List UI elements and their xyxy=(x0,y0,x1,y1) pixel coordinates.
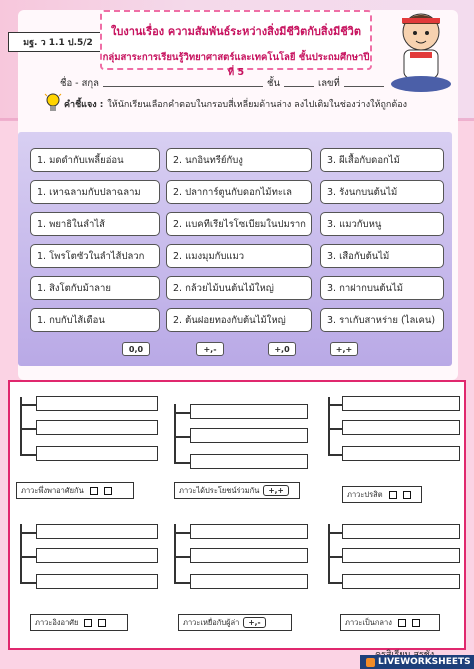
answer-slot[interactable] xyxy=(342,524,460,539)
answer-slot[interactable] xyxy=(190,404,308,419)
relation-label: ภาวะพึ่งพาอาศัยกัน xyxy=(16,482,134,499)
choice-item[interactable]: 1. พยาธิในลำไส้ xyxy=(30,212,160,236)
choice-item[interactable]: 3. ราเกับสาหร่าย (ไลเคน) xyxy=(320,308,444,332)
answer-slot[interactable] xyxy=(36,420,158,435)
answer-slot[interactable] xyxy=(190,548,308,563)
instruction-row xyxy=(52,97,462,111)
answer-key[interactable]: +,- xyxy=(196,342,224,356)
answer-square[interactable] xyxy=(104,487,112,495)
instruction-text: ให้นักเรียนเลือกคำตอบในกรอบสี่เหลี่ยมด้านล่าง ลงไปเติมในช่องว่างให้ถูกต้อง xyxy=(107,100,408,110)
answer-slot[interactable] xyxy=(342,548,460,563)
choice-item[interactable]: 2. แมงมุมกับแมว xyxy=(166,244,312,268)
choice-item[interactable]: 1. กบกับไส้เดือน xyxy=(30,308,160,332)
choice-item[interactable]: 1. สิงโตกับม้าลาย xyxy=(30,276,160,300)
relation-label: ภาวะเป็นกลาง xyxy=(340,614,440,631)
choice-item[interactable]: 3. เสือกับต้นไม้ xyxy=(320,244,444,268)
choice-item[interactable]: 2. นกอินทรีย์กับงู xyxy=(166,148,312,172)
instruction-label: คำชี้แจง : xyxy=(64,100,104,110)
answer-slot[interactable] xyxy=(190,574,308,589)
number-field[interactable] xyxy=(344,76,384,87)
name-label: ชื่อ - สกุล xyxy=(60,78,99,89)
answer-slot[interactable] xyxy=(342,446,460,461)
answer-slot[interactable] xyxy=(190,524,308,539)
answer-square[interactable] xyxy=(389,491,397,499)
answer-square[interactable] xyxy=(403,491,411,499)
choice-item[interactable]: 3. แมวกับหนู xyxy=(320,212,444,236)
answer-slot[interactable] xyxy=(342,574,460,589)
answer-square[interactable] xyxy=(90,487,98,495)
choices-panel xyxy=(18,132,452,366)
answer-area xyxy=(8,380,466,650)
answer-slot[interactable] xyxy=(36,548,158,563)
answer-slot[interactable] xyxy=(36,446,158,461)
liveworksheets-logo: LIVEWORKSHEETS xyxy=(360,655,474,669)
relation-key: +,- xyxy=(243,617,265,628)
answer-slot[interactable] xyxy=(190,428,308,443)
relation-key: +,+ xyxy=(263,485,288,496)
relation-label: ภาวะปรสิต xyxy=(342,486,422,503)
title-box xyxy=(100,10,372,78)
answer-key[interactable]: +,0 xyxy=(268,342,296,356)
number-label: เลขที่ xyxy=(317,78,340,89)
relation-label: ภาวะอิงอาศัย xyxy=(30,614,128,631)
answer-key[interactable]: 0,0 xyxy=(122,342,150,356)
answer-square[interactable] xyxy=(84,619,92,627)
choice-item[interactable]: 1. โพรโตซัวในลำไส้ปลวก xyxy=(30,244,160,268)
answer-key[interactable]: +,+ xyxy=(330,342,358,356)
choice-item[interactable]: 2. ต้นฝอยทองกับต้นไม้ใหญ่ xyxy=(166,308,312,332)
choice-item[interactable]: 3. รังนกบนต้นไม้ xyxy=(320,180,444,204)
relation-label: ภาวะเหยื่อกับผู้ล่า +,- xyxy=(178,614,292,631)
answer-slot[interactable] xyxy=(36,574,158,589)
answer-slot[interactable] xyxy=(36,524,158,539)
answer-square[interactable] xyxy=(398,619,406,627)
answer-square[interactable] xyxy=(412,619,420,627)
answer-square[interactable] xyxy=(98,619,106,627)
answer-slot[interactable] xyxy=(190,454,308,469)
answer-slot[interactable] xyxy=(342,396,460,411)
choice-item[interactable]: 3. กาฝากบนต้นไม้ xyxy=(320,276,444,300)
class-label: ชั้น xyxy=(267,78,280,89)
student-info-row xyxy=(60,76,440,91)
answer-slot[interactable] xyxy=(36,396,158,411)
page-subtitle: กลุ่มสาระการเรียนรู้วิทยาศาสตร์และเทคโนโลยี ชั้นประถมศึกษาปีที่ 5 xyxy=(102,52,370,78)
page-title: ใบงานเรื่อง ความสัมพันธ์ระหว่างสิ่งมีชีวิตกับสิ่งมีชีวิต xyxy=(111,25,361,38)
choice-item[interactable]: 1. มดดำกับเพลี้ยอ่อน xyxy=(30,148,160,172)
choice-item[interactable]: 1. เหาฉลามกับปลาฉลาม xyxy=(30,180,160,204)
logo-icon xyxy=(366,658,375,667)
answer-slot[interactable] xyxy=(342,420,460,435)
name-field[interactable] xyxy=(103,76,263,87)
choice-item[interactable]: 2. ปลาการ์ตูนกับดอกไม้ทะเล xyxy=(166,180,312,204)
standard-code: มฐ. ว 1.1 ป.5/2 xyxy=(8,32,108,52)
choice-item[interactable]: 2. กล้วยไม้บนต้นไม้ใหญ่ xyxy=(166,276,312,300)
relation-label: ภาวะได้ประโยชน์ร่วมกัน +,+ xyxy=(174,482,300,499)
class-field[interactable] xyxy=(284,76,314,87)
choice-item[interactable]: 2. แบคทีเรียไรโซเบียมในปมราก xyxy=(166,212,312,236)
choice-item[interactable]: 3. ผีเสื้อกับดอกไม้ xyxy=(320,148,444,172)
